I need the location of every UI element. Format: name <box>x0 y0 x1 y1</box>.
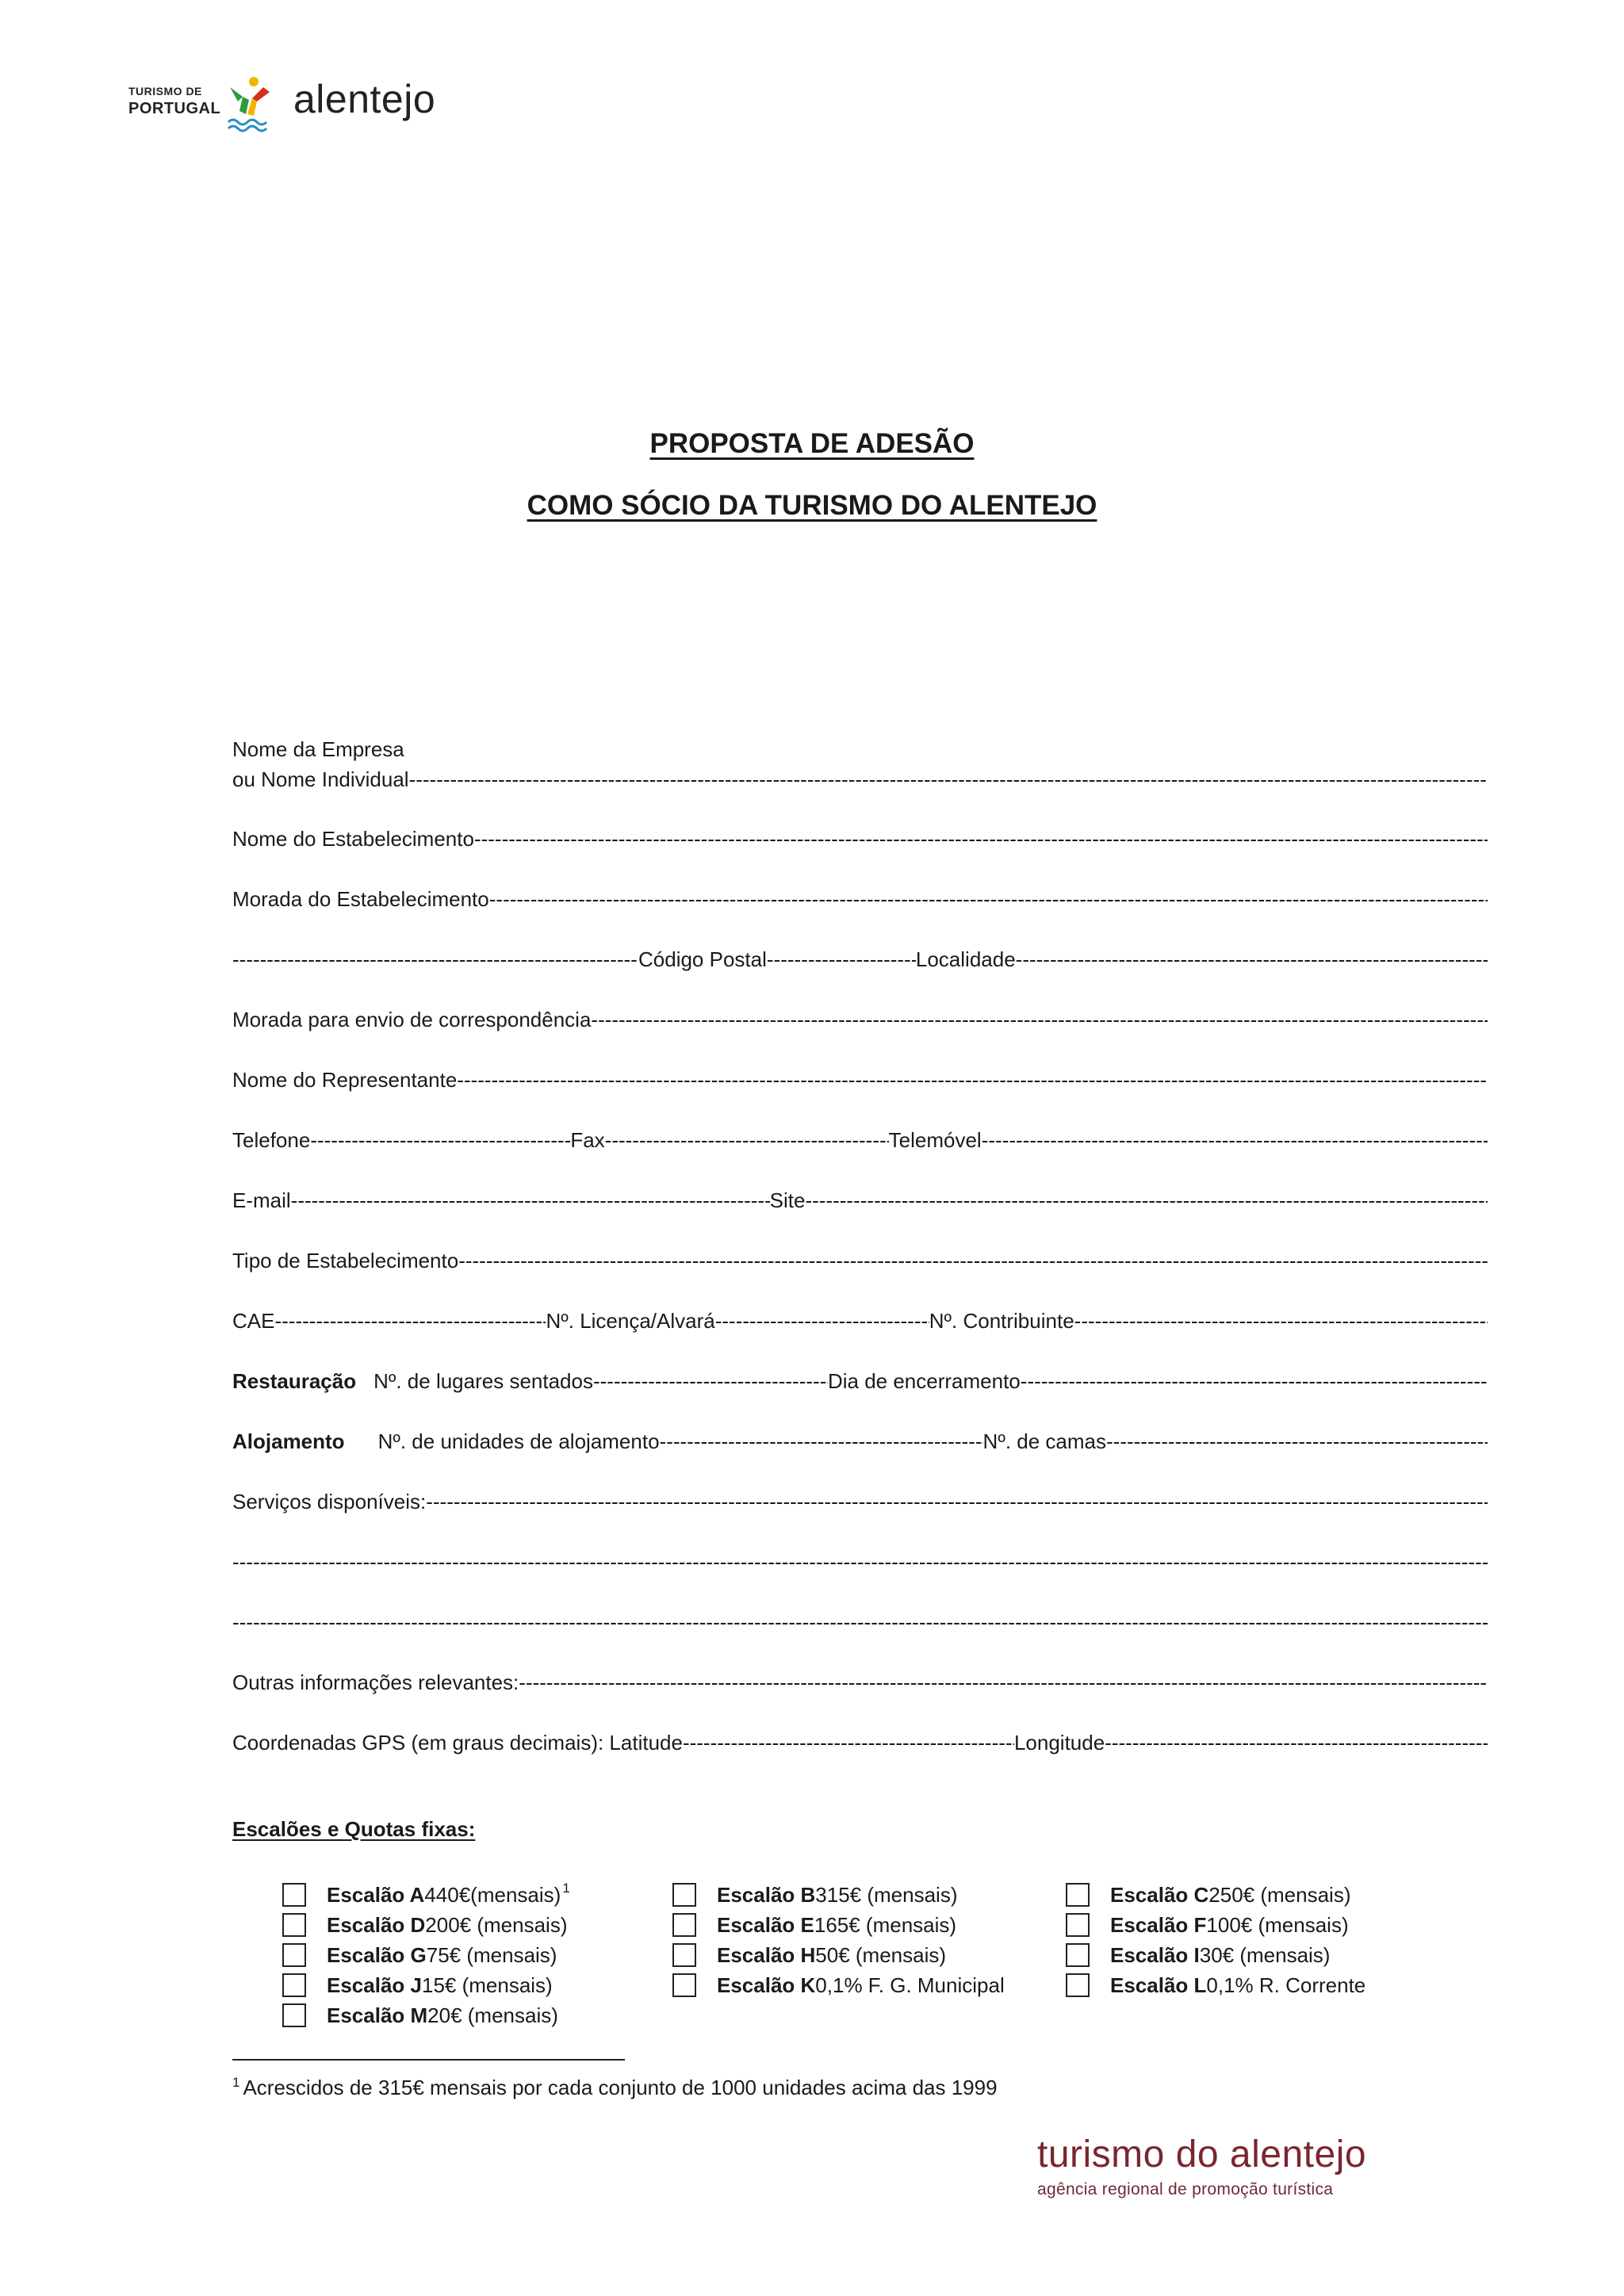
escalao-name: Escalão M <box>327 2003 428 2027</box>
fill-line[interactable] <box>409 767 1488 792</box>
escalao-name: Escalão C <box>1110 1882 1209 1907</box>
option-escalao-e[interactable] <box>672 1911 956 1939</box>
label-contribuinte: Nº. Contribuinte <box>929 1309 1074 1333</box>
field-nome-representante[interactable] <box>232 1068 1488 1100</box>
option-escalao-i[interactable] <box>1066 1941 1330 1969</box>
checkbox-escalao-m[interactable] <box>282 2003 306 2027</box>
label-email: E-mail <box>232 1188 291 1212</box>
fill-line[interactable] <box>591 1008 1488 1032</box>
field-coordenadas-gps[interactable] <box>232 1731 1488 1762</box>
label-nome-individual: ou Nome Individual <box>232 767 409 791</box>
field-email-site[interactable] <box>232 1188 1488 1220</box>
fill-line[interactable] <box>232 947 638 972</box>
checkbox-escalao-e[interactable] <box>672 1913 696 1937</box>
field-servicos-disponiveis[interactable] <box>232 1490 1488 1521</box>
field-restauracao[interactable] <box>232 1369 1488 1401</box>
option-escalao-g[interactable] <box>282 1941 557 1969</box>
field-nome-individual[interactable] <box>232 767 1488 799</box>
escalao-value: 0,1% F. G. Municipal <box>815 1973 1005 1997</box>
label-cae: CAE <box>232 1309 275 1333</box>
fill-line[interactable] <box>982 1128 1488 1153</box>
escalao-name: Escalão D <box>327 1912 426 1937</box>
option-escalao-l[interactable] <box>1066 1971 1365 1999</box>
escalao-name: Escalão K <box>717 1973 816 1997</box>
fill-line[interactable] <box>426 1490 1488 1514</box>
turismo-do-alentejo-logo <box>1037 2133 1394 2204</box>
label-longitude: Longitude <box>1013 1731 1105 1755</box>
field-cae-licenca-contribuinte[interactable] <box>232 1309 1488 1341</box>
escalao-name: Escalão H <box>717 1942 816 1967</box>
brand-name: turismo do alentejo <box>1037 2133 1367 2175</box>
checkbox-escalao-g[interactable] <box>282 1943 306 1967</box>
checkbox-escalao-f[interactable] <box>1066 1913 1090 1937</box>
escalao-name: Escalão B <box>717 1882 816 1907</box>
label-site: Site <box>769 1188 806 1212</box>
fill-line[interactable] <box>274 1309 546 1334</box>
label-nome-empresa: Nome da Empresa <box>232 737 404 761</box>
checkbox-escalao-d[interactable] <box>282 1913 306 1937</box>
field-nome-estabelecimento[interactable] <box>232 827 1488 859</box>
checkbox-escalao-j[interactable] <box>282 1973 306 1997</box>
field-alojamento[interactable] <box>232 1429 1488 1461</box>
option-escalao-b[interactable] <box>672 1881 958 1909</box>
label-nome-estabelecimento: Nome do Estabelecimento <box>232 827 474 851</box>
brand-tagline: agência regional de promoção turística <box>1037 2180 1334 2198</box>
fill-line[interactable] <box>232 1610 1488 1635</box>
fill-line[interactable] <box>457 1068 1488 1093</box>
logo-small-text: TURISMO DE <box>128 85 202 98</box>
field-outras-informacoes[interactable] <box>232 1670 1488 1702</box>
escalao-value: 165€ (mensais) <box>814 1912 957 1937</box>
field-morada-correspondencia[interactable] <box>232 1008 1488 1039</box>
field-empresa-label-line1 <box>232 737 1488 769</box>
label-codigo-postal: Código Postal <box>638 947 767 971</box>
quotas-heading: Escalões e Quotas fixas: <box>232 1817 476 1841</box>
label-correspondencia: Morada para envio de correspondência <box>232 1008 592 1031</box>
field-servicos-extra-line-1[interactable] <box>232 1550 1488 1582</box>
escalao-name: Escalão E <box>717 1912 814 1937</box>
label-licenca: Nº. Licença/Alvará <box>546 1309 715 1333</box>
footnote-divider <box>232 2059 625 2061</box>
option-escalao-j[interactable] <box>282 1971 553 1999</box>
checkbox-escalao-i[interactable] <box>1066 1943 1090 1967</box>
label-fax: Fax <box>570 1128 605 1152</box>
field-codigo-postal-localidade[interactable] <box>232 947 1488 979</box>
escalao-value: 15€ (mensais) <box>421 1973 553 1997</box>
title-line-1: PROPOSTA DE ADESÃO <box>649 428 975 459</box>
field-servicos-extra-line-2[interactable] <box>232 1610 1488 1642</box>
fill-line[interactable] <box>593 1369 828 1394</box>
turismo-portugal-alentejo-logo <box>125 76 458 140</box>
footnote-ref: 1 <box>562 1881 570 1896</box>
fill-line[interactable] <box>767 947 916 972</box>
label-outras-informacoes: Outras informações relevantes: <box>232 1670 519 1694</box>
field-morada-estabelecimento[interactable] <box>232 887 1488 919</box>
logo-big-text: PORTUGAL <box>128 100 221 117</box>
fill-line[interactable] <box>291 1188 770 1213</box>
turismo-portugal-mark-icon <box>225 76 274 133</box>
label-unidades-alojamento: Nº. de unidades de alojamento <box>377 1429 660 1453</box>
label-dia-encerramento: Dia de encerramento <box>827 1369 1021 1393</box>
checkbox-escalao-h[interactable] <box>672 1943 696 1967</box>
label-servicos: Serviços disponíveis: <box>232 1490 427 1513</box>
escalao-name: Escalão L <box>1110 1973 1207 1997</box>
fill-line[interactable] <box>660 1429 983 1454</box>
label-telemovel: Telemóvel <box>888 1128 982 1152</box>
label-lugares-sentados: Nº. de lugares sentados <box>373 1369 593 1393</box>
label-latitude: Coordenadas GPS (em graus decimais): Latitude <box>232 1731 683 1755</box>
fill-line[interactable] <box>1106 1429 1488 1454</box>
option-escalao-c[interactable] <box>1066 1881 1351 1909</box>
logo-alentejo-word: alentejo <box>293 77 436 121</box>
fill-line[interactable] <box>489 887 1488 912</box>
fill-line[interactable] <box>605 1128 889 1153</box>
escalao-name: Escalão I <box>1110 1942 1200 1967</box>
fill-line[interactable] <box>1105 1731 1488 1755</box>
escalao-name: Escalão A <box>327 1882 425 1907</box>
checkbox-escalao-k[interactable] <box>672 1973 696 1997</box>
fill-line[interactable] <box>310 1128 570 1153</box>
checkbox-escalao-b[interactable] <box>672 1883 696 1907</box>
field-telefone-fax-telemovel[interactable] <box>232 1128 1488 1160</box>
escalao-value: 440€(mensais) <box>424 1882 561 1907</box>
escalao-value: 50€ (mensais) <box>815 1942 947 1967</box>
footnote-mark: 1 <box>232 2075 240 2090</box>
field-tipo-estabelecimento[interactable] <box>232 1249 1488 1280</box>
fill-line[interactable] <box>458 1249 1488 1273</box>
option-escalao-m[interactable] <box>282 2001 558 2030</box>
label-restauracao: Restauração <box>232 1369 357 1393</box>
escalao-value: 75€ (mensais) <box>426 1942 557 1967</box>
fill-line[interactable] <box>805 1188 1488 1213</box>
option-escalao-d[interactable] <box>282 1911 568 1939</box>
label-localidade: Localidade <box>915 947 1016 971</box>
escalao-value: 250€ (mensais) <box>1208 1882 1351 1907</box>
escalao-name: Escalão J <box>327 1973 422 1997</box>
escalao-value: 20€ (mensais) <box>427 2003 558 2027</box>
option-escalao-h[interactable] <box>672 1941 946 1969</box>
option-escalao-a[interactable] <box>282 1881 570 1909</box>
label-tipo: Tipo de Estabelecimento <box>232 1249 459 1272</box>
label-alojamento: Alojamento <box>232 1429 345 1453</box>
fill-line[interactable] <box>232 1550 1488 1575</box>
escalao-value: 315€ (mensais) <box>815 1882 958 1907</box>
fill-line[interactable] <box>1074 1309 1488 1334</box>
fill-line[interactable] <box>683 1731 1014 1755</box>
fill-line[interactable] <box>1016 947 1488 972</box>
footnote-text: Acrescidos de 315€ mensais por cada conjunto de 1000 unidades acima das 1999 <box>243 2076 998 2099</box>
fill-line[interactable] <box>474 827 1488 851</box>
checkbox-escalao-c[interactable] <box>1066 1883 1090 1907</box>
title-line-2: COMO SÓCIO DA TURISMO DO ALENTEJO <box>527 490 1097 521</box>
checkbox-escalao-a[interactable] <box>282 1883 306 1907</box>
label-camas: Nº. de camas <box>982 1429 1106 1453</box>
escalao-name: Escalão G <box>327 1942 427 1967</box>
footnote <box>232 2076 998 2100</box>
option-escalao-f[interactable] <box>1066 1911 1349 1939</box>
option-escalao-k[interactable] <box>672 1971 1005 1999</box>
fill-line[interactable] <box>519 1670 1488 1695</box>
label-representante: Nome do Representante <box>232 1068 458 1092</box>
escalao-name: Escalão F <box>1110 1912 1207 1937</box>
escalao-value: 100€ (mensais) <box>1206 1912 1349 1937</box>
checkbox-escalao-l[interactable] <box>1066 1973 1090 1997</box>
escalao-value: 0,1% R. Corrente <box>1206 1973 1366 1997</box>
fill-line[interactable] <box>715 1309 929 1334</box>
label-telefone: Telefone <box>232 1128 311 1152</box>
label-morada: Morada do Estabelecimento <box>232 887 489 911</box>
fill-line[interactable] <box>1021 1369 1488 1394</box>
escalao-value: 200€ (mensais) <box>425 1912 568 1937</box>
escalao-value: 30€ (mensais) <box>1199 1942 1331 1967</box>
